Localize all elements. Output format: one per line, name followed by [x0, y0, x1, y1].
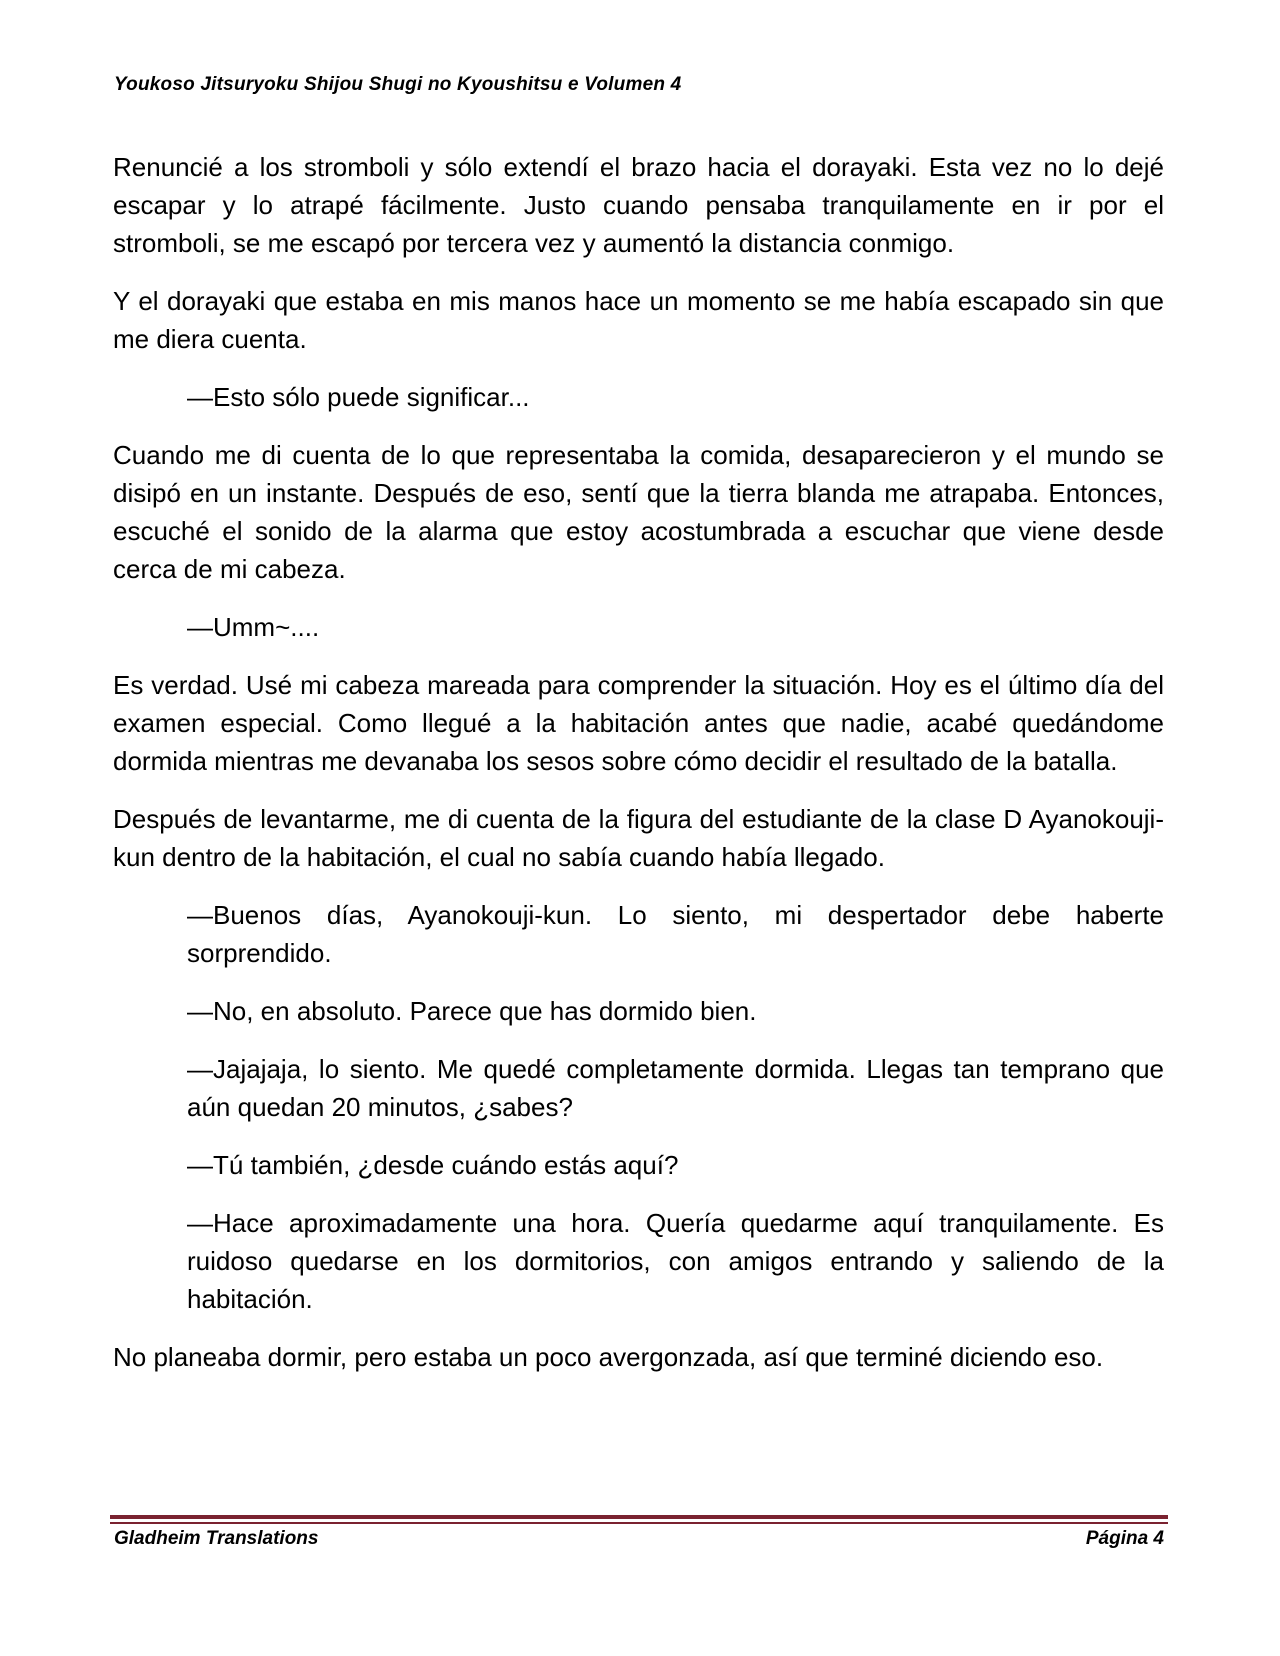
footer-credit: Gladheim Translations: [114, 1528, 319, 1549]
page-number: Página 4: [1085, 1528, 1164, 1549]
dialog-line: —No, en absoluto. Parece que has dormido bien.: [187, 996, 757, 1026]
dialog-line: —Umm~....: [187, 612, 320, 642]
paragraph: No planeaba dormir, pero estaba un poco avergonzada, así que terminé diciendo eso.: [113, 1342, 1104, 1372]
body-text: [113, 148, 1164, 1396]
footer-rule-thin: [110, 1522, 1168, 1524]
paragraph: Después de levantarme, me di cuenta de la figura del estudiante de la clase D Ayanokouji-kun dentro de la habitación, el cual no sabía cuando había llegado.: [113, 804, 1164, 872]
dialog-line: —Buenos días, Ayanokouji-kun. Lo siento, mi despertador debe haberte sorprendido.: [187, 900, 1164, 968]
dialog-line: —Jajajaja, lo siento. Me quedé completamente dormida. Llegas tan temprano que aún quedan 20 minutos, ¿sabes?: [187, 1054, 1164, 1122]
paragraph: Y el dorayaki que estaba en mis manos hace un momento se me había escapado sin que me diera cuenta.: [113, 286, 1164, 354]
paragraph: Es verdad. Usé mi cabeza mareada para comprender la situación. Hoy es el último día del examen especial. Como llegué a la habitación antes que nadie, acabé quedándome dormida mientras me devanaba los sesos sobre cómo decidir el resultado de la batalla.: [113, 670, 1164, 776]
footer-rule: [110, 1515, 1168, 1519]
paragraph: Cuando me di cuenta de lo que representaba la comida, desaparecieron y el mundo se disipó en un instante. Después de eso, sentí que la tierra blanda me atrapaba. Entonces, escuché el sonido de la alarma que estoy acostumbrada a escuchar que viene desde cerca de mi cabeza.: [113, 440, 1164, 584]
dialog-line: —Tú también, ¿desde cuándo estás aquí?: [187, 1150, 679, 1180]
paragraph: Renuncié a los stromboli y sólo extendí el brazo hacia el dorayaki. Esta vez no lo dejé escapar y lo atrapé fácilmente. Justo cuando pensaba tranquilamente en ir por el stromboli, se me escapó por tercera vez y aumentó la distancia conmigo.: [113, 152, 1164, 258]
running-header: Youkoso Jitsuryoku Shijou Shugi no Kyoushitsu e Volumen 4: [114, 74, 682, 95]
dialog-line: —Esto sólo puede significar...: [187, 382, 530, 412]
dialog-line: —Hace aproximadamente una hora. Quería quedarme aquí tranquilamente. Es ruidoso quedarse en los dormitorios, con amigos entrando y saliendo de la habitación.: [187, 1208, 1164, 1314]
